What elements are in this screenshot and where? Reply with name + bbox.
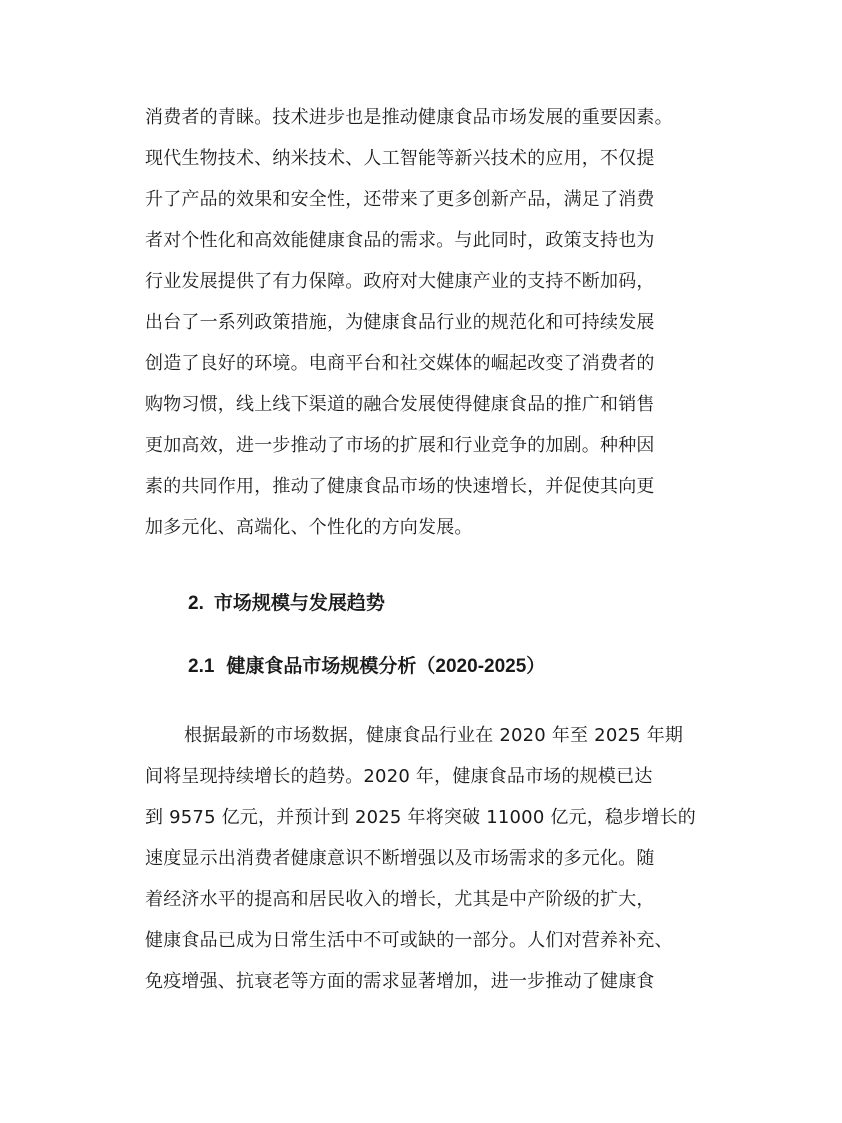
- paragraph-line: 到 9575 亿元，并预计到 2025 年将突破 11000 亿元，稳步增长的: [145, 807, 697, 828]
- paragraph-line: 出台了一系列政策措施，为健康食品行业的规范化和可持续发展: [145, 312, 655, 333]
- paragraph-line: 消费者的青睐。技术进步也是推动健康食品市场发展的重要因素。: [145, 107, 673, 128]
- paragraph-line: 健康食品已成为日常生活中不可或缺的一部分。人们对营养补充、: [145, 930, 673, 951]
- subsection-heading: [188, 654, 545, 680]
- heading-title: 市场规模与发展趋势: [213, 593, 385, 614]
- paragraph-line: 加多元化、高端化、个性化的方向发展。: [145, 517, 473, 538]
- paragraph-line: 根据最新的市场数据，健康食品行业在 2020 年至 2025 年期: [184, 725, 684, 746]
- section-heading: [188, 591, 385, 617]
- paragraph-line: 购物习惯，线上线下渠道的融合发展使得健康食品的推广和销售: [145, 394, 655, 415]
- subheading-number: 2.1: [188, 656, 215, 677]
- paragraph-line: 者对个性化和高效能健康食品的需求。与此同时，政策支持也为: [145, 230, 655, 251]
- paragraph-line: 现代生物技术、纳米技术、人工智能等新兴技术的应用，不仅提: [145, 148, 655, 169]
- subheading-title: 健康食品市场规模分析（2020-2025）: [226, 656, 546, 677]
- paragraph-line: 升了产品的效果和安全性，还带来了更多创新产品，满足了消费: [145, 189, 655, 210]
- paragraph-line: 间将呈现持续增长的趋势。2020 年，健康食品市场的规模已达: [145, 766, 653, 787]
- paragraph-line: 免疫增强、抗衰老等方面的需求显著增加，进一步推动了健康食: [145, 971, 655, 992]
- paragraph-line: 创造了良好的环境。电商平台和社交媒体的崛起改变了消费者的: [145, 353, 655, 374]
- paragraph-line: 着经济水平的提高和居民收入的增长，尤其是中产阶级的扩大，: [145, 889, 655, 910]
- heading-number: 2.: [188, 593, 204, 614]
- paragraph-line: 行业发展提供了有力保障。政府对大健康产业的支持不断加码，: [145, 271, 655, 292]
- paragraph-line: 速度显示出消费者健康意识不断增强以及市场需求的多元化。随: [145, 848, 655, 869]
- paragraph-line: 素的共同作用，推动了健康食品市场的快速增长，并促使其向更: [145, 476, 655, 497]
- paragraph-line: 更加高效，进一步推动了市场的扩展和行业竞争的加剧。种种因: [145, 435, 655, 456]
